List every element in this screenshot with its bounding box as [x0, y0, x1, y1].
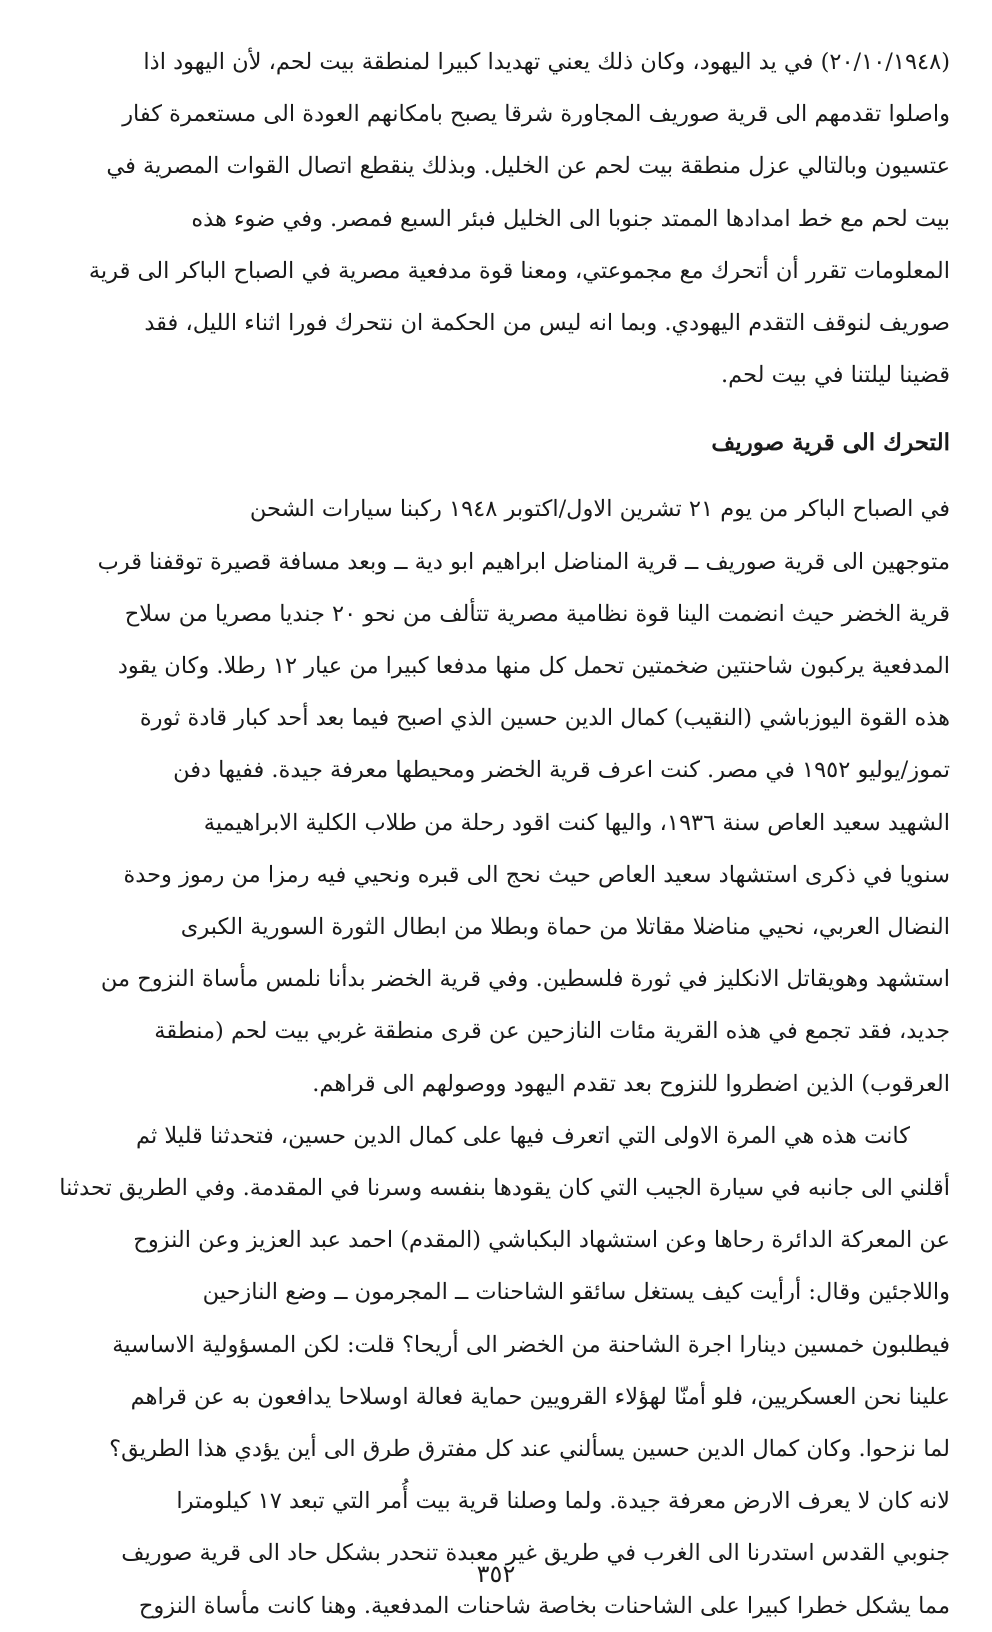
- paragraph-2: [36, 483, 950, 1109]
- text-line: لانه كان لا يعرف الارض معرفة جيدة. ولما وصلنا قرية بيت أُمر التي تبعد ١٧ كيلومترا: [176, 1488, 950, 1515]
- text-line: في الصباح الباكر من يوم ٢١ تشرين الاول/اكتوبر ١٩٤٨ ركبنا سيارات الشحن: [249, 496, 950, 523]
- text-line: بيت لحم مع خط امدادها الممتد جنوبا الى الخليل فبئر السبع فمصر. وفي ضوء هذه: [191, 205, 950, 232]
- text-line: قرية الخضر حيث انضمت الينا قوة نظامية مصرية تتألف من نحو ٢٠ جنديا مصريا من سلاح: [124, 600, 950, 627]
- paragraph-3: [36, 1110, 950, 1632]
- text-line: عن المعركة الدائرة رحاها وعن استشهاد البكباشي (المقدم) احمد عبد العزيز وعن النزوح: [133, 1227, 950, 1254]
- text-line: مما يشكل خطرا كبيرا على الشاحنات بخاصة شاحنات المدفعية. وهنا كانت مأساة النزوح: [138, 1592, 950, 1619]
- text-line: سنويا في ذكرى استشهاد سعيد العاص حيث نحج الى قبره ونحيي فيه رمزا من رموز وحدة: [123, 861, 950, 888]
- text-line: تموز/يوليو ١٩٥٢ في مصر. كنت اعرف قرية الخضر ومحيطها معرفة جيدة. ففيها دفن: [173, 757, 950, 784]
- text-line: العرقوب) الذين اضطروا للنزوح بعد تقدم اليهود ووصولهم الى قراهم.: [312, 1070, 950, 1097]
- text-line: (٢٠/١٠/١٩٤٨) في يد اليهود، وكان ذلك يعني تهديدا كبيرا لمنطقة بيت لحم، لأن اليهود اذا: [143, 49, 950, 75]
- text-line: الشهيد سعيد العاص سنة ١٩٣٦، واليها كنت اقود رحلة من طلاب الكلية الابراهيمية: [203, 809, 950, 836]
- text-line: واصلوا تقدمهم الى قرية صوريف المجاورة شرقا يصبح بامكانهم العودة الى مستعمرة كفار: [122, 101, 950, 128]
- page-number: ٣٥٢: [476, 1560, 516, 1588]
- text-line: جنوبي القدس استدرنا الى الغرب في طريق غير معبدة تنحدر بشكل حاد الى قرية صوريف: [121, 1540, 950, 1567]
- text-line: صوريف لنوقف التقدم اليهودي. وبما انه ليس من الحكمة ان نتحرك فورا اثناء الليل، فقد: [144, 310, 950, 337]
- text-line: فيطلبون خمسين دينارا اجرة الشاحنة من الخضر الى أريحا؟ قلت: لكن المسؤولية الاساسية: [112, 1331, 950, 1358]
- text-line: متوجهين الى قرية صوريف ــ قرية المناضل ابراهيم ابو دية ــ وبعد مسافة قصيرة توقفنا قرب: [97, 548, 950, 575]
- text-line: المدفعية يركبون شاحنتين ضخمتين تحمل كل منها مدفعا كبيرا من عيار ١٢ رطلا. وكان يقود: [117, 653, 950, 680]
- text-line: المعلومات تقرر أن أتحرك مع مجموعتي، ومعنا قوة مدفعية مصرية في الصباح الباكر الى قرية: [88, 257, 950, 284]
- text-line: أقلني الى جانبه في سيارة الجيب التي كان يقودها بنفسه وسرنا في المقدمة. وفي الطريق تحدثنا: [59, 1175, 950, 1202]
- text-line: جديد، فقد تجمع في هذه القرية مئات النازحين عن قرى منطقة غربي بيت لحم (منطقة: [154, 1018, 950, 1045]
- text-line: علينا نحن العسكريين، فلو أمنّا لهؤلاء القرويين حماية فعالة اوسلاحا يدافعون به عن قراهم: [130, 1383, 950, 1410]
- text-line: النضال العربي، نحيي مناضلا مقاتلا من حماة وبطلا من ابطال الثورة السورية الكبرى: [180, 914, 950, 941]
- text-line: عتسيون وبالتالي عزل منطقة بيت لحم عن الخليل. وبذلك ينقطع اتصال القوات المصرية في: [106, 153, 950, 180]
- text-line: لما نزحوا. وكان كمال الدين حسين يسألني عند كل مفترق طرق الى أين يؤدي هذا الطريق؟: [109, 1436, 950, 1463]
- section-heading: التحرك الى قرية صوريف: [711, 429, 950, 457]
- text-line: قضينا ليلتنا في بيت لحم.: [721, 362, 950, 389]
- text-line: استشهد وهويقاتل الانكليز في ثورة فلسطين. وفي قرية الخضر بدأنا نلمس مأساة النزوح من: [100, 966, 950, 993]
- text-line: هذه القوة اليوزباشي (النقيب) كمال الدين حسين الذي اصبح فيما بعد أحد كبار قادة ثورة: [139, 705, 950, 732]
- paragraph-1: [36, 36, 950, 401]
- text-line: واللاجئين وقال: أرأيت كيف يستغل سائقو الشاحنات ــ المجرمون ــ وضع النازحين: [202, 1279, 950, 1306]
- text-line: كانت هذه هي المرة الاولى التي اتعرف فيها على كمال الدين حسين، فتحدثنا قليلا ثم: [136, 1122, 910, 1149]
